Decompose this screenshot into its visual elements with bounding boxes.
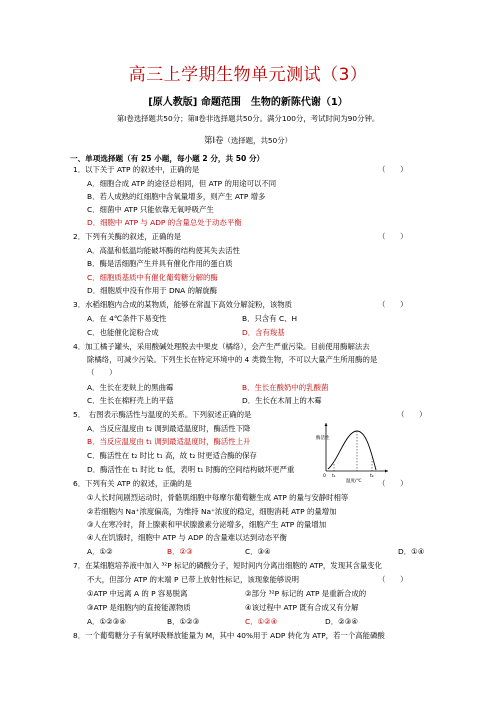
- q4-stem-line2: 除橘络，可减少污染。下列生长在特定环境中的 4 类微生物，不可以大量产生所用酶的是: [87, 355, 378, 364]
- graph-t1-label: t₁: [332, 474, 336, 479]
- q3-option-a: A．在 4℃条件下易变性: [87, 314, 167, 323]
- q2-option-d: D．细胞质中没有作用于 DNA 的解旋酶: [87, 286, 218, 295]
- q3-stem: 3．水稻细胞内合成的某物质，能够在常温下高效分解淀粉，该物质: [73, 300, 293, 309]
- q1-stem: 1．以下关于 ATP 的叙述中，正确的是: [73, 165, 200, 174]
- q5-option-d: D．酶活性在 t₁ 时比 t₂ 低，表明 t₁ 时酶的空间结构破坏更严重: [87, 465, 295, 474]
- part-note: （选择题，共50分）: [223, 136, 293, 145]
- q2-option-c: C．细胞质基质中有催化葡萄糖分解的酶: [87, 273, 218, 282]
- q6-item-4: ④人在饥饿时，细胞中 ATP 与 ADP 的含量难以达到动态平衡: [87, 533, 287, 542]
- q5-option-b: B．当反应温度由 t₁ 调到最适温度时，酶活性上升: [87, 437, 251, 446]
- q7-option-d: D．②③④: [325, 617, 358, 626]
- q1-option-a: A．细胞合成 ATP 的途径总相同，但 ATP 的用途可以不同: [87, 179, 277, 188]
- q5-option-c: C．酶活性在 t₂ 时比 t₁ 高，故 t₂ 时更适合酶的保存: [87, 451, 257, 460]
- graph-x-label: 温度/℃: [346, 479, 362, 483]
- q4-option-c: C．生长在棉籽壳上的平菇: [87, 396, 174, 405]
- q6-item-2: ②若细胞内 Na⁺浓度偏高，为维持 Na⁺浓度的稳定，细胞消耗 ATP 的量增加: [87, 507, 337, 516]
- q3-answer-blank: （ ）: [378, 300, 408, 309]
- q7-option-a: A．①②③④: [87, 617, 126, 626]
- q2-answer-blank: （ ）: [378, 232, 408, 241]
- graph-t2-label: t₂: [370, 474, 374, 479]
- q4-stem-line1: 4．加工橘子罐头，采用酸碱处理脱去中果皮（橘络），会产生严重污染。目前使用酶解法去: [73, 342, 370, 351]
- graph-origin-label: 0: [323, 474, 326, 479]
- q6-option-a: A．①②: [87, 547, 113, 556]
- q5-stem: 5． 右图表示酶活性与温度的关系。下列叙述正确的是: [73, 410, 252, 419]
- q1-answer-blank: （ ）: [378, 165, 408, 174]
- q6-option-b: B．②③: [167, 547, 193, 556]
- q7-item-4: ④该过程中 ATP 既有合成又有分解: [245, 603, 359, 612]
- q3-option-b: B．只含有 C、H: [242, 314, 298, 323]
- q6-item-1: ①人长时间剧烈运动时，骨骼肌细胞中每摩尔葡萄糖生成 ATP 的量与安静时相等: [87, 493, 349, 502]
- q6-option-c: C．③④: [245, 547, 271, 556]
- q8-stem-line1: 8．一个葡萄糖分子有氧呼吸释放能量为 M，其中 40%用于 ADP 转化为 ATP，若一个高能磷酸: [73, 631, 385, 640]
- q4-option-d: D．生长在木屑上的木霉: [242, 396, 322, 405]
- q7-stem-line2: 不大，但部分 ATP 的末端 P 已带上放射性标记，该现象能够说明: [87, 575, 300, 584]
- graph-y-label: 酶活性: [316, 436, 330, 441]
- q7-item-3: ③ATP 是细胞内的直接能源物质: [87, 603, 191, 612]
- q7-option-c: C．①②④: [245, 617, 278, 626]
- section-heading: 一、单项选择题（有 25 小题，每小题 2 分，共 50 分）: [70, 154, 265, 163]
- q5-answer-blank: （ ）: [397, 410, 427, 419]
- q1-option-d: D．细胞中 ATP 与 ADP 的含量总处于动态平衡: [87, 218, 242, 227]
- q7-stem-line1: 7．在某细胞培养液中加入 ³²P 标记的磷酸分子，短时间内分离出细胞的 ATP，发现其含量变化: [73, 561, 383, 570]
- subtitle-topic: 生物的新陈代谢（1）: [250, 97, 348, 108]
- q2-stem: 2．下列有关酶的叙述，正确的是: [73, 232, 182, 241]
- exam-title: 高三上学期生物单元测试（3）: [128, 65, 368, 85]
- q3-option-d: D．含有羧基: [242, 328, 285, 337]
- q7-answer-blank: （ ）: [378, 575, 408, 584]
- q7-item-2: ②部分 ³²P 标记的 ATP 是重新合成的: [245, 589, 367, 598]
- q7-item-1: ①ATP 中远离 A 的 P 容易脱离: [87, 589, 188, 598]
- part-heading: [0, 134, 496, 146]
- q2-option-a: A．高温和低温均能破坏酶的结构使其失去活性: [87, 246, 240, 255]
- graph-activity-curve: [328, 431, 376, 470]
- q6-option-d: D．①④: [398, 547, 425, 556]
- q2-option-b: B．酶是活细胞产生并具有催化作用的蛋白质: [87, 259, 233, 268]
- enzyme-activity-graph: [316, 421, 392, 483]
- q5-option-a: A．当反应温度由 t₂ 调到最适温度时，酶活性下降: [87, 424, 251, 433]
- exam-info: 第Ⅰ卷选择题共50分；第Ⅱ卷非选择题共50分。满分100分，考试时间为90分钟。: [116, 114, 380, 123]
- q4-option-b: B．生长在酸奶中的乳酸菌: [242, 383, 329, 392]
- q6-answer-blank: （ ）: [378, 479, 408, 488]
- q4-answer-blank: （ ）: [87, 368, 117, 377]
- subtitle-scope: [原人教版] 命题范围: [148, 97, 241, 108]
- q4-option-a: A．生长在麦麸上的黑曲霉: [87, 383, 174, 392]
- q6-item-3: ③人在寒冷时，肾上腺素和甲状腺激素分泌增多，细胞产生 ATP 的量增加: [87, 520, 327, 529]
- q1-option-c: C．细菌中 ATP 只能依靠无氧呼吸产生: [87, 205, 214, 214]
- exam-subtitle: [0, 93, 496, 108]
- q1-option-b: B．若人成熟的红细胞中含氧量增多，则产生 ATP 增多: [87, 192, 266, 201]
- part-label: 第Ⅰ卷: [203, 136, 224, 146]
- q3-option-c: C．也能催化淀粉合成: [87, 328, 159, 337]
- q6-stem: 6．下列有关 ATP 的叙述，正确的是: [73, 479, 192, 488]
- q7-option-b: B．①②③: [167, 617, 200, 626]
